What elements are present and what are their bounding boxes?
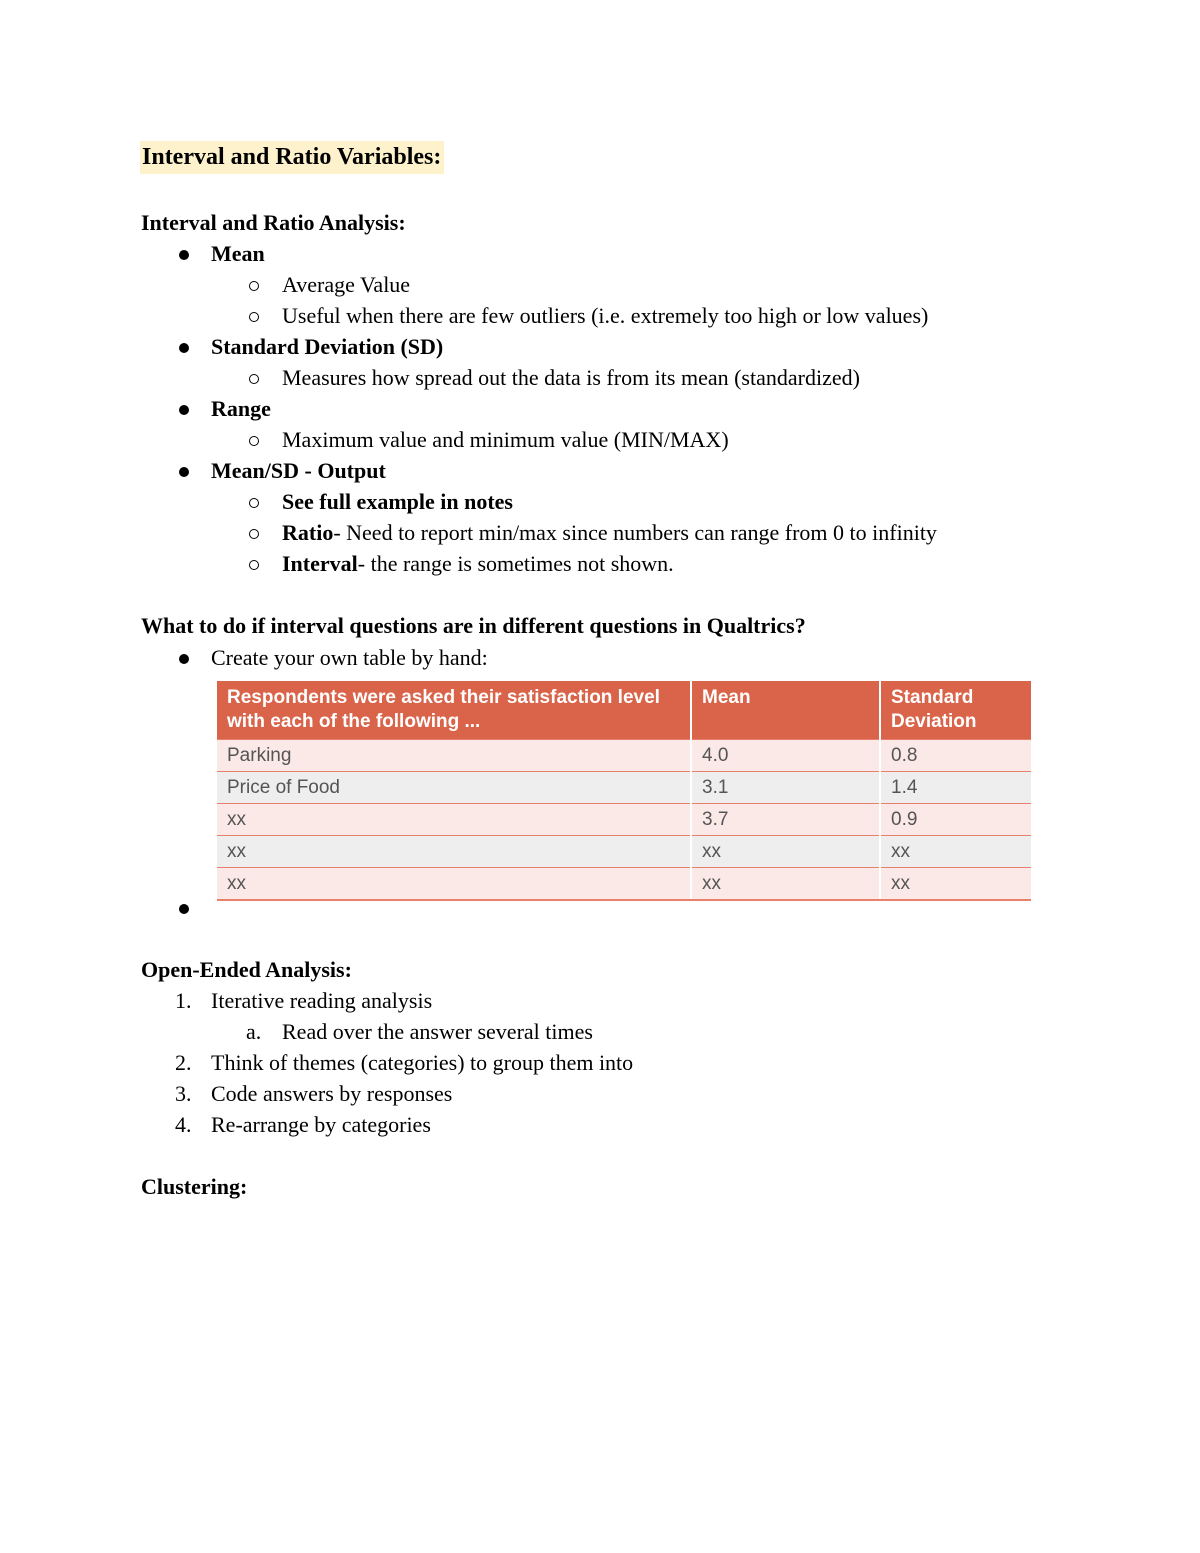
list-letter: a. [246, 1019, 262, 1044]
list-item-mean: Mean [211, 241, 265, 266]
bullet-icon [179, 405, 189, 415]
list-item-rearrange: Re-arrange by categories [211, 1112, 431, 1137]
list-item-themes: Think of themes (categories) to group them into [211, 1050, 634, 1075]
bullet-icon [179, 654, 189, 664]
list-item-iterative-reading: Iterative reading analysis [211, 988, 433, 1013]
sub-bullet-icon [249, 374, 259, 384]
list-item-mean-sd-output: Mean/SD - Output [211, 458, 386, 483]
ratio-description: - Need to report min/max since numbers can range from 0 to infinity [333, 520, 937, 545]
sub-bullet-icon [249, 560, 259, 570]
list-item-code-answers: Code answers by responses [211, 1081, 453, 1106]
sub-bullet-icon [249, 281, 259, 291]
section-heading-open-ended: Open-Ended Analysis: [141, 957, 352, 982]
table-cell: 0.8 [880, 740, 1031, 772]
section-heading-qualtrics: What to do if interval questions are in different questions in Qualtrics? [141, 613, 806, 638]
list-item-outliers: Useful when there are few outliers (i.e. extremely too high or low values) [282, 303, 929, 328]
table-cell: xx [880, 836, 1031, 868]
table-cell: 3.7 [691, 804, 880, 836]
table-cell: xx [217, 804, 691, 836]
sub-bullet-icon [249, 312, 259, 322]
table-row [217, 868, 1031, 901]
list-item-read-over: Read over the answer several times [282, 1019, 593, 1044]
table-cell: Parking [217, 740, 691, 772]
ratio-term: Ratio [282, 520, 334, 545]
bullet-icon [179, 467, 189, 477]
list-number: 2. [175, 1050, 192, 1075]
list-number: 1. [175, 988, 192, 1013]
table-row [217, 804, 1031, 836]
table-cell: 1.4 [880, 772, 1031, 804]
table-cell: xx [217, 868, 691, 901]
table-row [217, 772, 1031, 804]
bullet-icon [179, 250, 189, 260]
empty-bullet-icon [179, 904, 189, 914]
section-heading-interval-ratio-analysis: Interval and Ratio Analysis: [141, 210, 406, 235]
list-item-create-table: Create your own table by hand: [211, 645, 488, 670]
table-row [217, 836, 1031, 868]
table-row [217, 740, 1031, 772]
table-header-cell: Respondents were asked their satisfaction level with each of the following ... [217, 681, 691, 740]
list-item-ratio [282, 518, 937, 548]
list-item-spread: Measures how spread out the data is from its mean (standardized) [282, 365, 860, 390]
table-cell: Price of Food [217, 772, 691, 804]
table-cell: 3.1 [691, 772, 880, 804]
sub-bullet-icon [249, 436, 259, 446]
interval-term: Interval [282, 551, 358, 576]
sub-bullet-icon [249, 529, 259, 539]
table-cell: 4.0 [691, 740, 880, 772]
satisfaction-table [217, 681, 1031, 901]
table-cell: xx [880, 868, 1031, 901]
list-item-min-max: Maximum value and minimum value (MIN/MAX) [282, 427, 729, 452]
interval-description: - the range is sometimes not shown. [357, 551, 674, 576]
list-number: 3. [175, 1081, 192, 1106]
list-item-standard-deviation: Standard Deviation (SD) [211, 334, 444, 359]
list-item-interval [282, 549, 674, 579]
table-header-row [217, 681, 1031, 740]
list-item-average-value: Average Value [282, 272, 411, 297]
page-title: Interval and Ratio Variables: [140, 141, 444, 174]
bullet-icon [179, 343, 189, 353]
list-number: 4. [175, 1112, 192, 1137]
section-heading-clustering: Clustering: [141, 1174, 248, 1199]
table-cell: xx [691, 836, 880, 868]
table-cell: xx [217, 836, 691, 868]
table-cell: 0.9 [880, 804, 1031, 836]
table-header-cell: Mean [691, 681, 880, 740]
table-cell: xx [691, 868, 880, 901]
sub-bullet-icon [249, 498, 259, 508]
list-item-see-full-example: See full example in notes [282, 489, 513, 514]
table-header-cell: Standard Deviation [880, 681, 1031, 740]
list-item-range: Range [211, 396, 271, 421]
